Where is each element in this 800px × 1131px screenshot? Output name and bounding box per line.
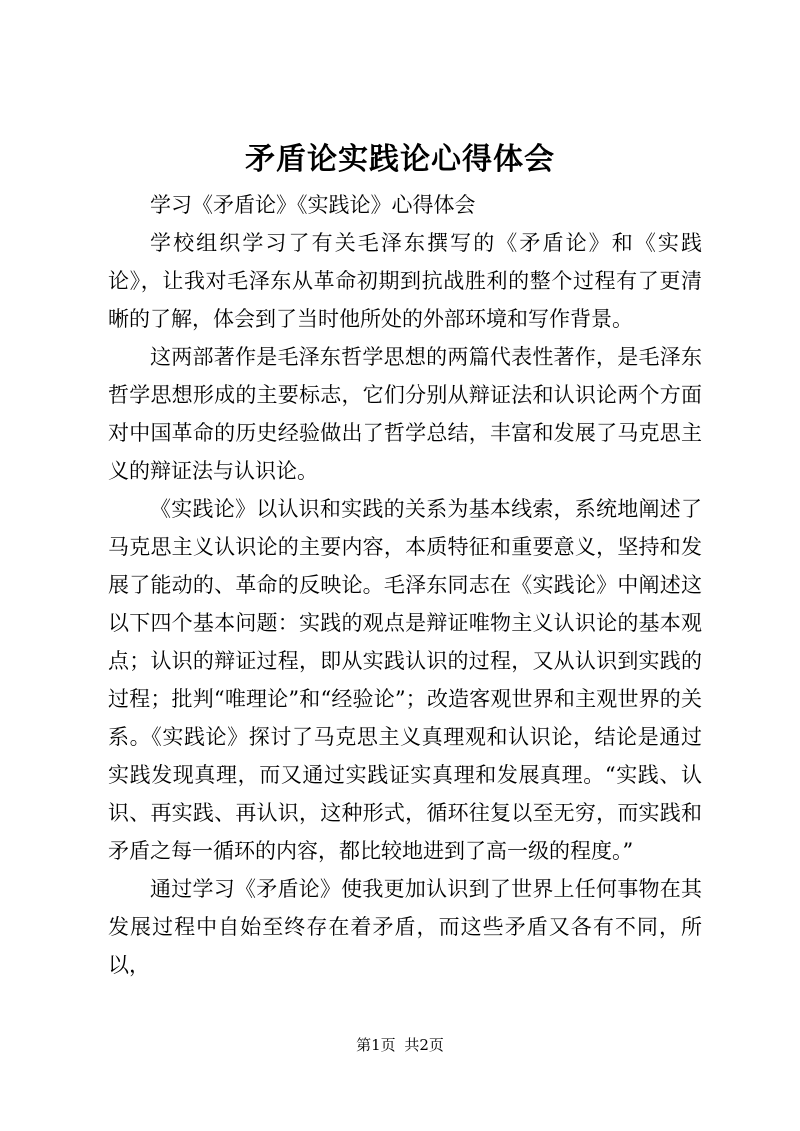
- page-footer: [0, 1035, 800, 1055]
- page-title: 矛盾论实践论心得体会: [245, 142, 555, 177]
- page-number: 第1页: [356, 1036, 396, 1054]
- body-paragraph-2: 这两部著作是毛泽东哲学思想的两篇代表性著作，是毛泽东哲学思想形成的主要标志，它们分别从辩证法和认识论两个方面对中国革命的历史经验做出了哲学总结，丰富和发展了马克思主义的辩证法与认识论。: [108, 345, 702, 483]
- body-paragraph-4: 通过学习《矛盾论》使我更加认识到了世界上任何事物在其发展过程中自始至终存在着矛盾，而这些矛盾又各有不同，所以，: [108, 877, 702, 977]
- body-paragraph-3: 《实践论》以认识和实践的关系为基本线索，系统地阐述了马克思主义认识论的主要内容，本质特征和重要意义，坚持和发展了能动的、革命的反映论。毛泽东同志在《实践论》中阐述这以下四个基本问题：实践的观点是辩证唯物主义认识论的基本观点；认识的辩证过程，即从实践认识的过程，又从认识到实践的过程；批判“唯理论”和“经验论”；改造客观世界和主观世界的关系。《实践论》探讨了马克思主义真理观和认识论，结论是通过实践发现真理，而又通过实践证实真理和发展真理。“实践、认识、再实践、再认识，这种形式，循环往复以至无穷，而实践和矛盾之每一循环的内容，都比较地进到了高一级的程度。”: [108, 497, 702, 863]
- document-body: [108, 186, 702, 984]
- body-paragraph-1: 学校组织学习了有关毛泽东撰写的《矛盾论》和《实践论》，让我对毛泽东从革命初期到抗战胜利的整个过程有了更清晰的了解，体会到了当时他所处的外部环境和写作背景。: [108, 231, 702, 331]
- total-pages: 共2页: [404, 1036, 444, 1054]
- subtitle-paragraph: 学习《矛盾论》《实践论》心得体会: [150, 193, 476, 217]
